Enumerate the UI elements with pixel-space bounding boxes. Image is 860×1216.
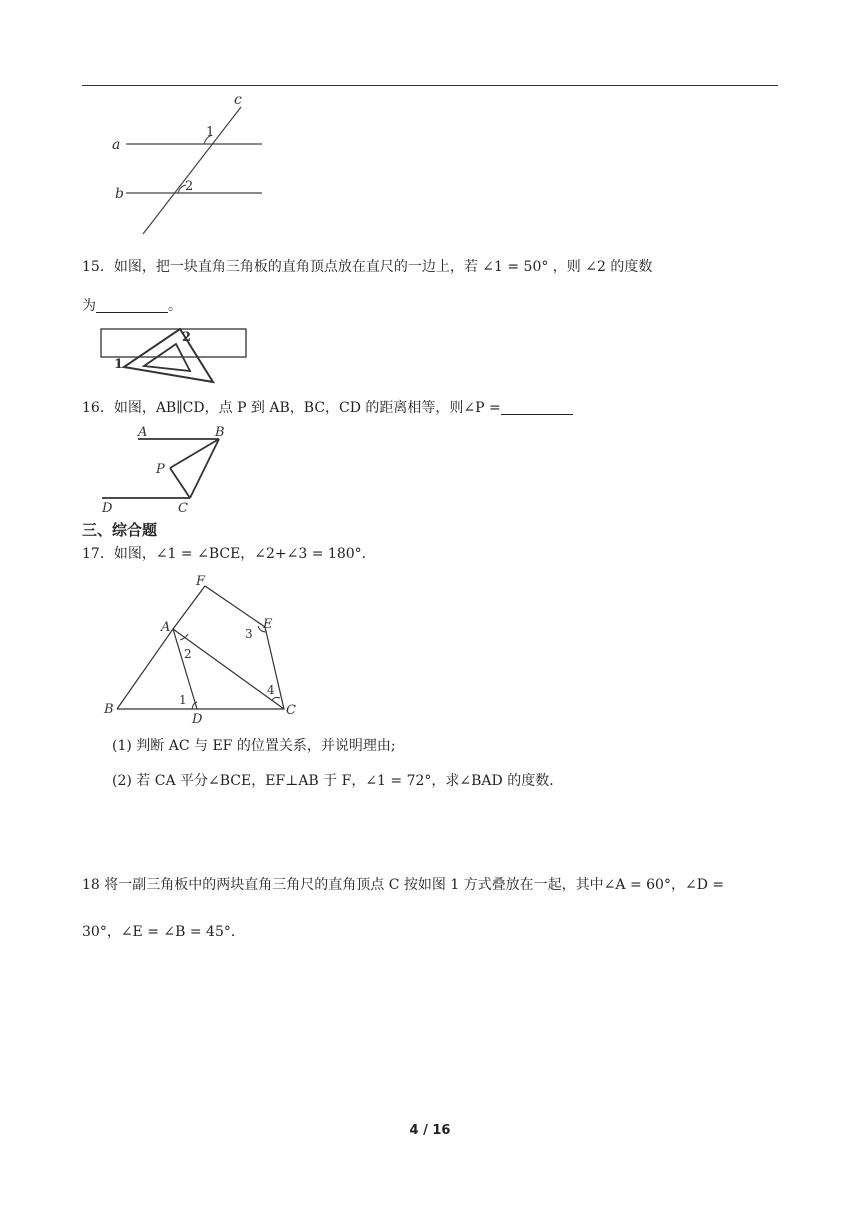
label-angle-3: 3 <box>245 627 253 641</box>
section-heading: 三、综合题 <box>82 521 158 539</box>
label-angle-1: 1 <box>179 693 187 707</box>
question-17-part-2: (2) 若 CA 平分∠BCE，EF⊥AB 于 F，∠1 = 72°，求∠BAD 的度数． <box>112 773 564 789</box>
answer-blank-15[interactable] <box>96 298 168 313</box>
label-angle-1: 1 <box>206 125 215 140</box>
question-16 <box>82 398 573 418</box>
question-15-line-1: 15．如图，把一块直角三角板的直角顶点放在直尺的一边上，若 ∠1 = 50° ，则 ∠2 的度数 <box>82 259 653 275</box>
label-E: E <box>263 617 273 632</box>
label-a: a <box>112 137 121 153</box>
figure-ruler-triangle <box>98 322 250 386</box>
question-15-suffix: 。 <box>168 298 182 314</box>
label-B: B <box>104 702 114 717</box>
label-F: F <box>196 574 206 589</box>
label-angle-1: 1 <box>114 357 124 372</box>
question-17-part-1: (1) 判断 AC 与 EF 的位置关系，并说明理由; <box>112 738 396 754</box>
label-B: B <box>215 425 225 440</box>
question-18-line-2: 30°，∠E = ∠B = 45°． <box>82 924 245 940</box>
label-A: A <box>161 620 171 635</box>
figure-quadrilateral <box>100 572 305 727</box>
question-15-line-2 <box>82 296 182 316</box>
label-c: c <box>234 92 242 108</box>
label-b: b <box>115 186 124 202</box>
label-C: C <box>286 703 296 718</box>
label-angle-2: 2 <box>184 647 192 661</box>
header-rule <box>82 85 778 86</box>
label-D: D <box>102 501 113 516</box>
figure-parallel-lines <box>100 90 270 240</box>
label-angle-4: 4 <box>267 683 275 697</box>
label-angle-2: 2 <box>185 179 194 194</box>
label-C: C <box>178 501 188 516</box>
question-18-line-1: 18 将一副三角板中的两块直角三角尺的直角顶点 C 按如图 1 方式叠放在一起，其中∠A = 60°，∠D = <box>82 877 725 893</box>
label-P: P <box>156 462 165 477</box>
question-16-text: 16．如图，AB∥CD，点 P 到 AB，BC，CD 的距离相等，则∠P = <box>82 400 501 416</box>
question-15-prefix: 为 <box>82 298 96 314</box>
label-D: D <box>192 712 203 727</box>
question-17: 17．如图，∠1 = ∠BCE，∠2+∠3 = 180°． <box>82 546 376 562</box>
page-number: 4 / 16 <box>409 1123 451 1138</box>
figure-parallel-bisectors <box>98 422 248 516</box>
label-A: A <box>138 425 148 440</box>
label-angle-2: 2 <box>182 330 192 345</box>
answer-blank-16[interactable] <box>501 400 573 415</box>
